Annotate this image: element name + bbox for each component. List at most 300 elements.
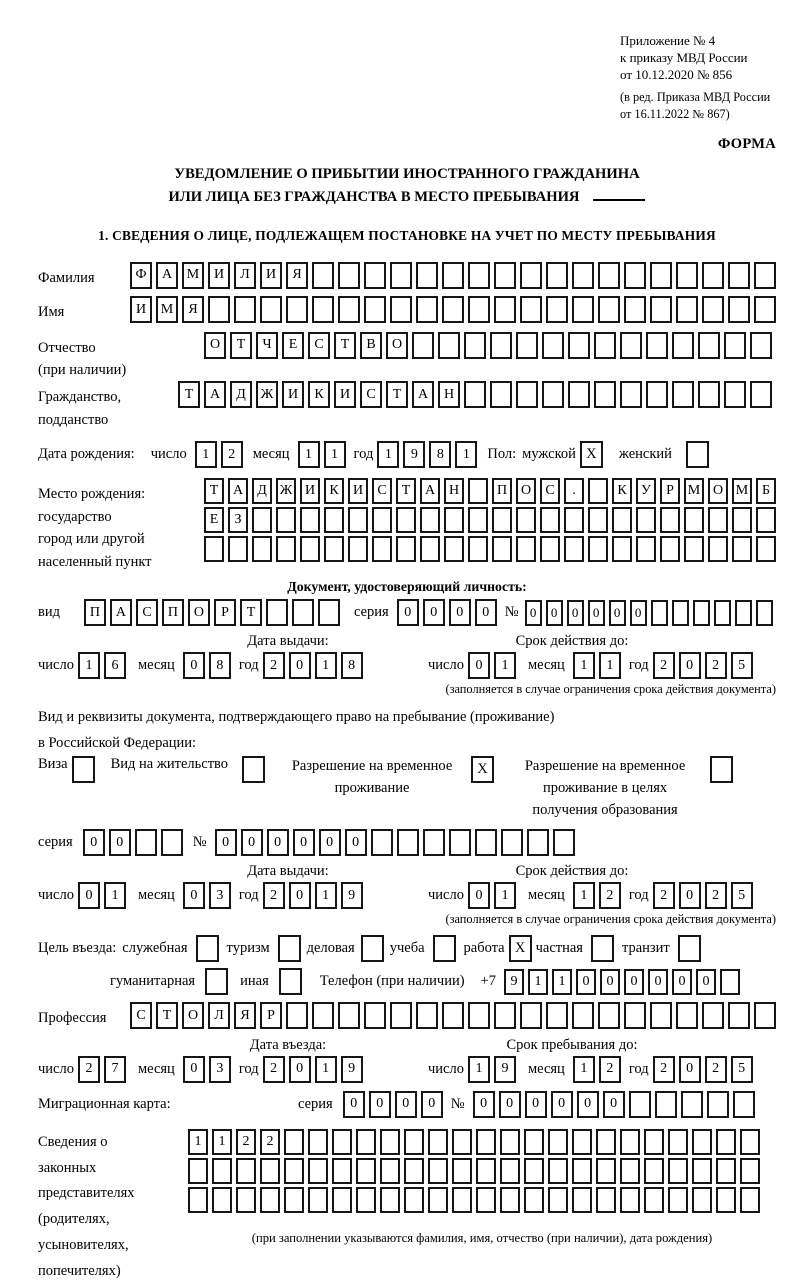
char-cell[interactable] [444,507,464,533]
char-cell[interactable] [276,536,296,562]
char-cell[interactable] [260,1187,280,1213]
char-cell[interactable]: 0 [369,1091,391,1118]
char-cell[interactable] [596,1187,616,1213]
char-cell[interactable]: Ж [256,381,278,408]
purpose-private-checkbox[interactable] [591,935,614,962]
char-cell[interactable]: 0 [397,599,419,626]
char-cell[interactable] [397,829,419,856]
char-cell[interactable] [380,1187,400,1213]
char-cell[interactable] [438,332,460,359]
char-cell[interactable]: 1 [494,652,516,679]
char-cell[interactable]: Я [234,1002,256,1029]
char-cell[interactable] [208,296,230,323]
char-cell[interactable]: 0 [183,1056,205,1083]
char-cell[interactable] [720,969,740,995]
char-cell[interactable] [161,829,183,856]
char-cell[interactable] [468,507,488,533]
char-cell[interactable] [692,1129,712,1155]
purpose-study-checkbox[interactable] [433,935,456,962]
given-name-boxes[interactable] [130,296,776,323]
char-cell[interactable]: С [360,381,382,408]
char-cell[interactable]: Р [214,599,236,626]
char-cell[interactable]: 2 [705,882,727,909]
doc-series-boxes[interactable] [397,599,497,626]
char-cell[interactable]: Т [178,381,200,408]
char-cell[interactable] [588,507,608,533]
char-cell[interactable]: 0 [421,1091,443,1118]
char-cell[interactable]: Я [182,296,204,323]
char-cell[interactable] [702,1002,724,1029]
phone-boxes[interactable] [504,969,744,995]
char-cell[interactable]: 1 [599,652,621,679]
char-cell[interactable] [476,1158,496,1184]
char-cell[interactable] [588,536,608,562]
stay-valid-day-boxes[interactable] [468,882,516,909]
char-cell[interactable] [754,296,776,323]
char-cell[interactable] [660,507,680,533]
char-cell[interactable] [594,332,616,359]
char-cell[interactable] [338,1002,360,1029]
char-cell[interactable] [546,296,568,323]
char-cell[interactable] [732,507,752,533]
char-cell[interactable] [356,1129,376,1155]
char-cell[interactable]: М [182,262,204,289]
representatives-boxes-row3[interactable] [188,1187,776,1213]
char-cell[interactable] [356,1187,376,1213]
char-cell[interactable] [396,507,416,533]
char-cell[interactable] [646,381,668,408]
char-cell[interactable]: 0 [672,969,692,995]
char-cell[interactable]: П [84,599,106,626]
char-cell[interactable]: К [324,478,344,504]
char-cell[interactable] [442,262,464,289]
char-cell[interactable] [568,381,590,408]
doc-issue-month-boxes[interactable] [183,652,231,679]
char-cell[interactable] [404,1158,424,1184]
char-cell[interactable]: С [372,478,392,504]
char-cell[interactable]: О [386,332,408,359]
char-cell[interactable]: . [564,478,584,504]
char-cell[interactable]: И [300,478,320,504]
char-cell[interactable]: Д [230,381,252,408]
char-cell[interactable] [364,1002,386,1029]
char-cell[interactable] [644,1158,664,1184]
char-cell[interactable] [660,536,680,562]
char-cell[interactable]: 0 [588,600,605,626]
char-cell[interactable]: 0 [567,600,584,626]
char-cell[interactable]: И [282,381,304,408]
char-cell[interactable]: 0 [473,1091,495,1118]
stay-until-month-boxes[interactable] [573,1056,621,1083]
sex-male-checkbox[interactable]: X [580,441,603,468]
char-cell[interactable]: С [540,478,560,504]
char-cell[interactable]: О [188,599,210,626]
char-cell[interactable]: Ж [276,478,296,504]
char-cell[interactable]: 0 [648,969,668,995]
char-cell[interactable] [500,1158,520,1184]
char-cell[interactable]: А [156,262,178,289]
char-cell[interactable] [516,332,538,359]
char-cell[interactable] [476,1187,496,1213]
char-cell[interactable] [620,332,642,359]
char-cell[interactable]: 0 [577,1091,599,1118]
char-cell[interactable]: 1 [324,441,346,468]
purpose-work-checkbox[interactable]: X [509,935,532,962]
char-cell[interactable]: 9 [494,1056,516,1083]
char-cell[interactable]: 0 [630,600,647,626]
char-cell[interactable]: 8 [341,652,363,679]
char-cell[interactable] [324,536,344,562]
char-cell[interactable] [527,829,549,856]
char-cell[interactable] [404,1187,424,1213]
char-cell[interactable]: А [228,478,248,504]
char-cell[interactable] [702,296,724,323]
char-cell[interactable] [564,507,584,533]
char-cell[interactable] [598,1002,620,1029]
char-cell[interactable]: 2 [263,652,285,679]
char-cell[interactable] [468,262,490,289]
char-cell[interactable]: З [228,507,248,533]
migration-number-boxes[interactable] [473,1091,755,1118]
char-cell[interactable]: Б [756,478,776,504]
char-cell[interactable] [416,1002,438,1029]
char-cell[interactable] [416,296,438,323]
char-cell[interactable] [312,262,334,289]
birth-place-boxes-row2[interactable] [204,507,780,533]
doc-type-boxes[interactable] [84,599,340,626]
char-cell[interactable] [612,536,632,562]
char-cell[interactable] [266,599,288,626]
char-cell[interactable] [348,536,368,562]
char-cell[interactable]: 2 [599,882,621,909]
char-cell[interactable]: 1 [298,441,320,468]
char-cell[interactable] [572,1158,592,1184]
char-cell[interactable]: 3 [209,882,231,909]
char-cell[interactable] [728,1002,750,1029]
char-cell[interactable] [724,381,746,408]
surname-boxes[interactable] [130,262,776,289]
doc-valid-month-boxes[interactable] [573,652,621,679]
char-cell[interactable] [236,1187,256,1213]
char-cell[interactable] [468,296,490,323]
char-cell[interactable] [572,1129,592,1155]
char-cell[interactable] [475,829,497,856]
char-cell[interactable] [228,536,248,562]
char-cell[interactable] [332,1129,352,1155]
char-cell[interactable]: О [182,1002,204,1029]
char-cell[interactable] [135,829,157,856]
char-cell[interactable]: А [412,381,434,408]
char-cell[interactable]: 1 [188,1129,208,1155]
purpose-other-checkbox[interactable] [279,968,302,995]
char-cell[interactable]: 2 [221,441,243,468]
char-cell[interactable]: 1 [315,652,337,679]
char-cell[interactable]: 1 [315,882,337,909]
char-cell[interactable] [740,1158,760,1184]
char-cell[interactable]: 2 [263,1056,285,1083]
char-cell[interactable]: 2 [236,1129,256,1155]
doc-valid-year-boxes[interactable] [653,652,753,679]
char-cell[interactable]: 1 [212,1129,232,1155]
char-cell[interactable] [572,1002,594,1029]
char-cell[interactable]: 0 [289,1056,311,1083]
char-cell[interactable] [646,332,668,359]
char-cell[interactable] [735,600,752,626]
char-cell[interactable] [524,1187,544,1213]
char-cell[interactable] [494,296,516,323]
char-cell[interactable] [598,262,620,289]
char-cell[interactable]: Т [240,599,262,626]
char-cell[interactable]: 0 [215,829,237,856]
char-cell[interactable] [234,296,256,323]
char-cell[interactable]: Р [260,1002,282,1029]
char-cell[interactable]: Ф [130,262,152,289]
char-cell[interactable]: Е [204,507,224,533]
char-cell[interactable]: 0 [319,829,341,856]
char-cell[interactable]: 2 [599,1056,621,1083]
char-cell[interactable] [308,1187,328,1213]
char-cell[interactable]: Я [286,262,308,289]
char-cell[interactable]: Д [252,478,272,504]
char-cell[interactable] [672,600,689,626]
char-cell[interactable]: 1 [528,969,548,995]
char-cell[interactable] [754,262,776,289]
char-cell[interactable] [698,332,720,359]
char-cell[interactable] [390,1002,412,1029]
stay-number-boxes[interactable] [215,829,575,856]
char-cell[interactable] [404,1129,424,1155]
char-cell[interactable] [596,1129,616,1155]
char-cell[interactable] [324,507,344,533]
char-cell[interactable]: И [130,296,152,323]
char-cell[interactable] [500,1129,520,1155]
char-cell[interactable]: У [636,478,656,504]
char-cell[interactable] [636,536,656,562]
char-cell[interactable] [548,1187,568,1213]
char-cell[interactable]: 0 [183,882,205,909]
char-cell[interactable]: Т [204,478,224,504]
migration-series-boxes[interactable] [343,1091,443,1118]
char-cell[interactable] [644,1129,664,1155]
char-cell[interactable] [516,507,536,533]
char-cell[interactable] [332,1158,352,1184]
char-cell[interactable] [428,1187,448,1213]
char-cell[interactable]: П [492,478,512,504]
char-cell[interactable]: 1 [468,1056,490,1083]
birth-place-boxes-row3[interactable] [204,536,780,562]
temp-residence-education-checkbox[interactable] [710,756,733,783]
char-cell[interactable]: Н [444,478,464,504]
visa-checkbox[interactable] [72,756,95,783]
char-cell[interactable]: Л [208,1002,230,1029]
char-cell[interactable] [620,1187,640,1213]
char-cell[interactable]: В [360,332,382,359]
char-cell[interactable] [756,507,776,533]
char-cell[interactable]: 0 [546,600,563,626]
char-cell[interactable] [312,1002,334,1029]
char-cell[interactable] [594,381,616,408]
char-cell[interactable]: 3 [209,1056,231,1083]
char-cell[interactable]: 0 [183,652,205,679]
char-cell[interactable] [540,536,560,562]
char-cell[interactable]: 7 [104,1056,126,1083]
char-cell[interactable] [286,296,308,323]
char-cell[interactable] [468,536,488,562]
stay-valid-month-boxes[interactable] [573,882,621,909]
char-cell[interactable]: 1 [573,1056,595,1083]
char-cell[interactable] [702,262,724,289]
char-cell[interactable]: 0 [679,882,701,909]
char-cell[interactable]: О [708,478,728,504]
char-cell[interactable] [542,381,564,408]
char-cell[interactable] [692,1158,712,1184]
char-cell[interactable] [412,332,434,359]
char-cell[interactable] [516,536,536,562]
char-cell[interactable] [596,1158,616,1184]
char-cell[interactable] [188,1187,208,1213]
char-cell[interactable] [276,507,296,533]
char-cell[interactable] [732,536,752,562]
char-cell[interactable] [693,600,710,626]
char-cell[interactable] [740,1187,760,1213]
char-cell[interactable]: 2 [653,652,675,679]
char-cell[interactable] [338,262,360,289]
char-cell[interactable]: 0 [475,599,497,626]
doc-issue-year-boxes[interactable] [263,652,363,679]
char-cell[interactable]: А [110,599,132,626]
entry-year-boxes[interactable] [263,1056,363,1083]
char-cell[interactable] [624,1002,646,1029]
char-cell[interactable]: 0 [679,1056,701,1083]
char-cell[interactable] [684,536,704,562]
char-cell[interactable] [542,332,564,359]
char-cell[interactable]: 1 [78,652,100,679]
char-cell[interactable]: П [162,599,184,626]
char-cell[interactable]: 1 [104,882,126,909]
purpose-tourism-checkbox[interactable] [278,935,301,962]
char-cell[interactable]: Т [386,381,408,408]
char-cell[interactable] [416,262,438,289]
birth-year-boxes[interactable] [377,441,477,468]
stay-valid-year-boxes[interactable] [653,882,753,909]
char-cell[interactable]: 0 [343,1091,365,1118]
doc-number-boxes[interactable] [525,600,777,626]
char-cell[interactable] [308,1129,328,1155]
char-cell[interactable]: С [136,599,158,626]
char-cell[interactable] [390,262,412,289]
char-cell[interactable]: 8 [209,652,231,679]
char-cell[interactable]: 0 [551,1091,573,1118]
char-cell[interactable] [724,332,746,359]
char-cell[interactable]: 0 [525,600,542,626]
char-cell[interactable] [372,536,392,562]
char-cell[interactable] [332,1187,352,1213]
char-cell[interactable] [520,262,542,289]
char-cell[interactable] [380,1129,400,1155]
char-cell[interactable] [396,536,416,562]
char-cell[interactable] [420,507,440,533]
char-cell[interactable] [684,507,704,533]
char-cell[interactable] [260,1158,280,1184]
doc-issue-day-boxes[interactable] [78,652,126,679]
char-cell[interactable]: 9 [341,882,363,909]
char-cell[interactable]: 0 [696,969,716,995]
char-cell[interactable] [620,1158,640,1184]
char-cell[interactable] [750,332,772,359]
char-cell[interactable] [620,1129,640,1155]
char-cell[interactable]: 5 [731,1056,753,1083]
char-cell[interactable] [681,1091,703,1118]
char-cell[interactable]: 1 [195,441,217,468]
char-cell[interactable]: 2 [260,1129,280,1155]
char-cell[interactable]: 0 [83,829,105,856]
char-cell[interactable] [716,1187,736,1213]
char-cell[interactable]: 2 [653,1056,675,1083]
char-cell[interactable] [668,1187,688,1213]
purpose-humanitarian-checkbox[interactable] [205,968,228,995]
char-cell[interactable] [644,1187,664,1213]
stay-until-day-boxes[interactable] [468,1056,516,1083]
char-cell[interactable] [624,296,646,323]
char-cell[interactable]: 0 [468,652,490,679]
char-cell[interactable] [364,296,386,323]
char-cell[interactable] [728,296,750,323]
char-cell[interactable] [524,1129,544,1155]
char-cell[interactable] [553,829,575,856]
char-cell[interactable]: С [308,332,330,359]
char-cell[interactable] [442,296,464,323]
char-cell[interactable] [464,332,486,359]
representatives-boxes-row2[interactable] [188,1158,776,1184]
char-cell[interactable] [520,296,542,323]
char-cell[interactable] [292,599,314,626]
char-cell[interactable]: А [204,381,226,408]
char-cell[interactable] [212,1158,232,1184]
char-cell[interactable]: 0 [241,829,263,856]
char-cell[interactable]: 9 [504,969,524,995]
char-cell[interactable]: 1 [552,969,572,995]
char-cell[interactable] [380,1158,400,1184]
char-cell[interactable]: 0 [449,599,471,626]
birth-place-boxes-row1[interactable] [204,478,780,504]
char-cell[interactable]: Н [438,381,460,408]
char-cell[interactable] [624,262,646,289]
char-cell[interactable] [492,536,512,562]
char-cell[interactable] [546,1002,568,1029]
char-cell[interactable] [548,1158,568,1184]
char-cell[interactable] [516,381,538,408]
char-cell[interactable]: И [334,381,356,408]
char-cell[interactable] [428,1158,448,1184]
char-cell[interactable]: 0 [525,1091,547,1118]
char-cell[interactable]: Ч [256,332,278,359]
birth-month-boxes[interactable] [298,441,346,468]
char-cell[interactable] [698,381,720,408]
citizenship-boxes[interactable] [178,381,772,408]
temp-residence-checkbox[interactable]: X [471,756,494,783]
char-cell[interactable] [308,1158,328,1184]
char-cell[interactable] [260,296,282,323]
char-cell[interactable] [468,478,488,504]
char-cell[interactable] [629,1091,651,1118]
char-cell[interactable]: О [204,332,226,359]
char-cell[interactable] [494,262,516,289]
birth-day-boxes[interactable] [195,441,243,468]
char-cell[interactable] [212,1187,232,1213]
char-cell[interactable] [676,262,698,289]
char-cell[interactable] [452,1158,472,1184]
char-cell[interactable]: 0 [499,1091,521,1118]
